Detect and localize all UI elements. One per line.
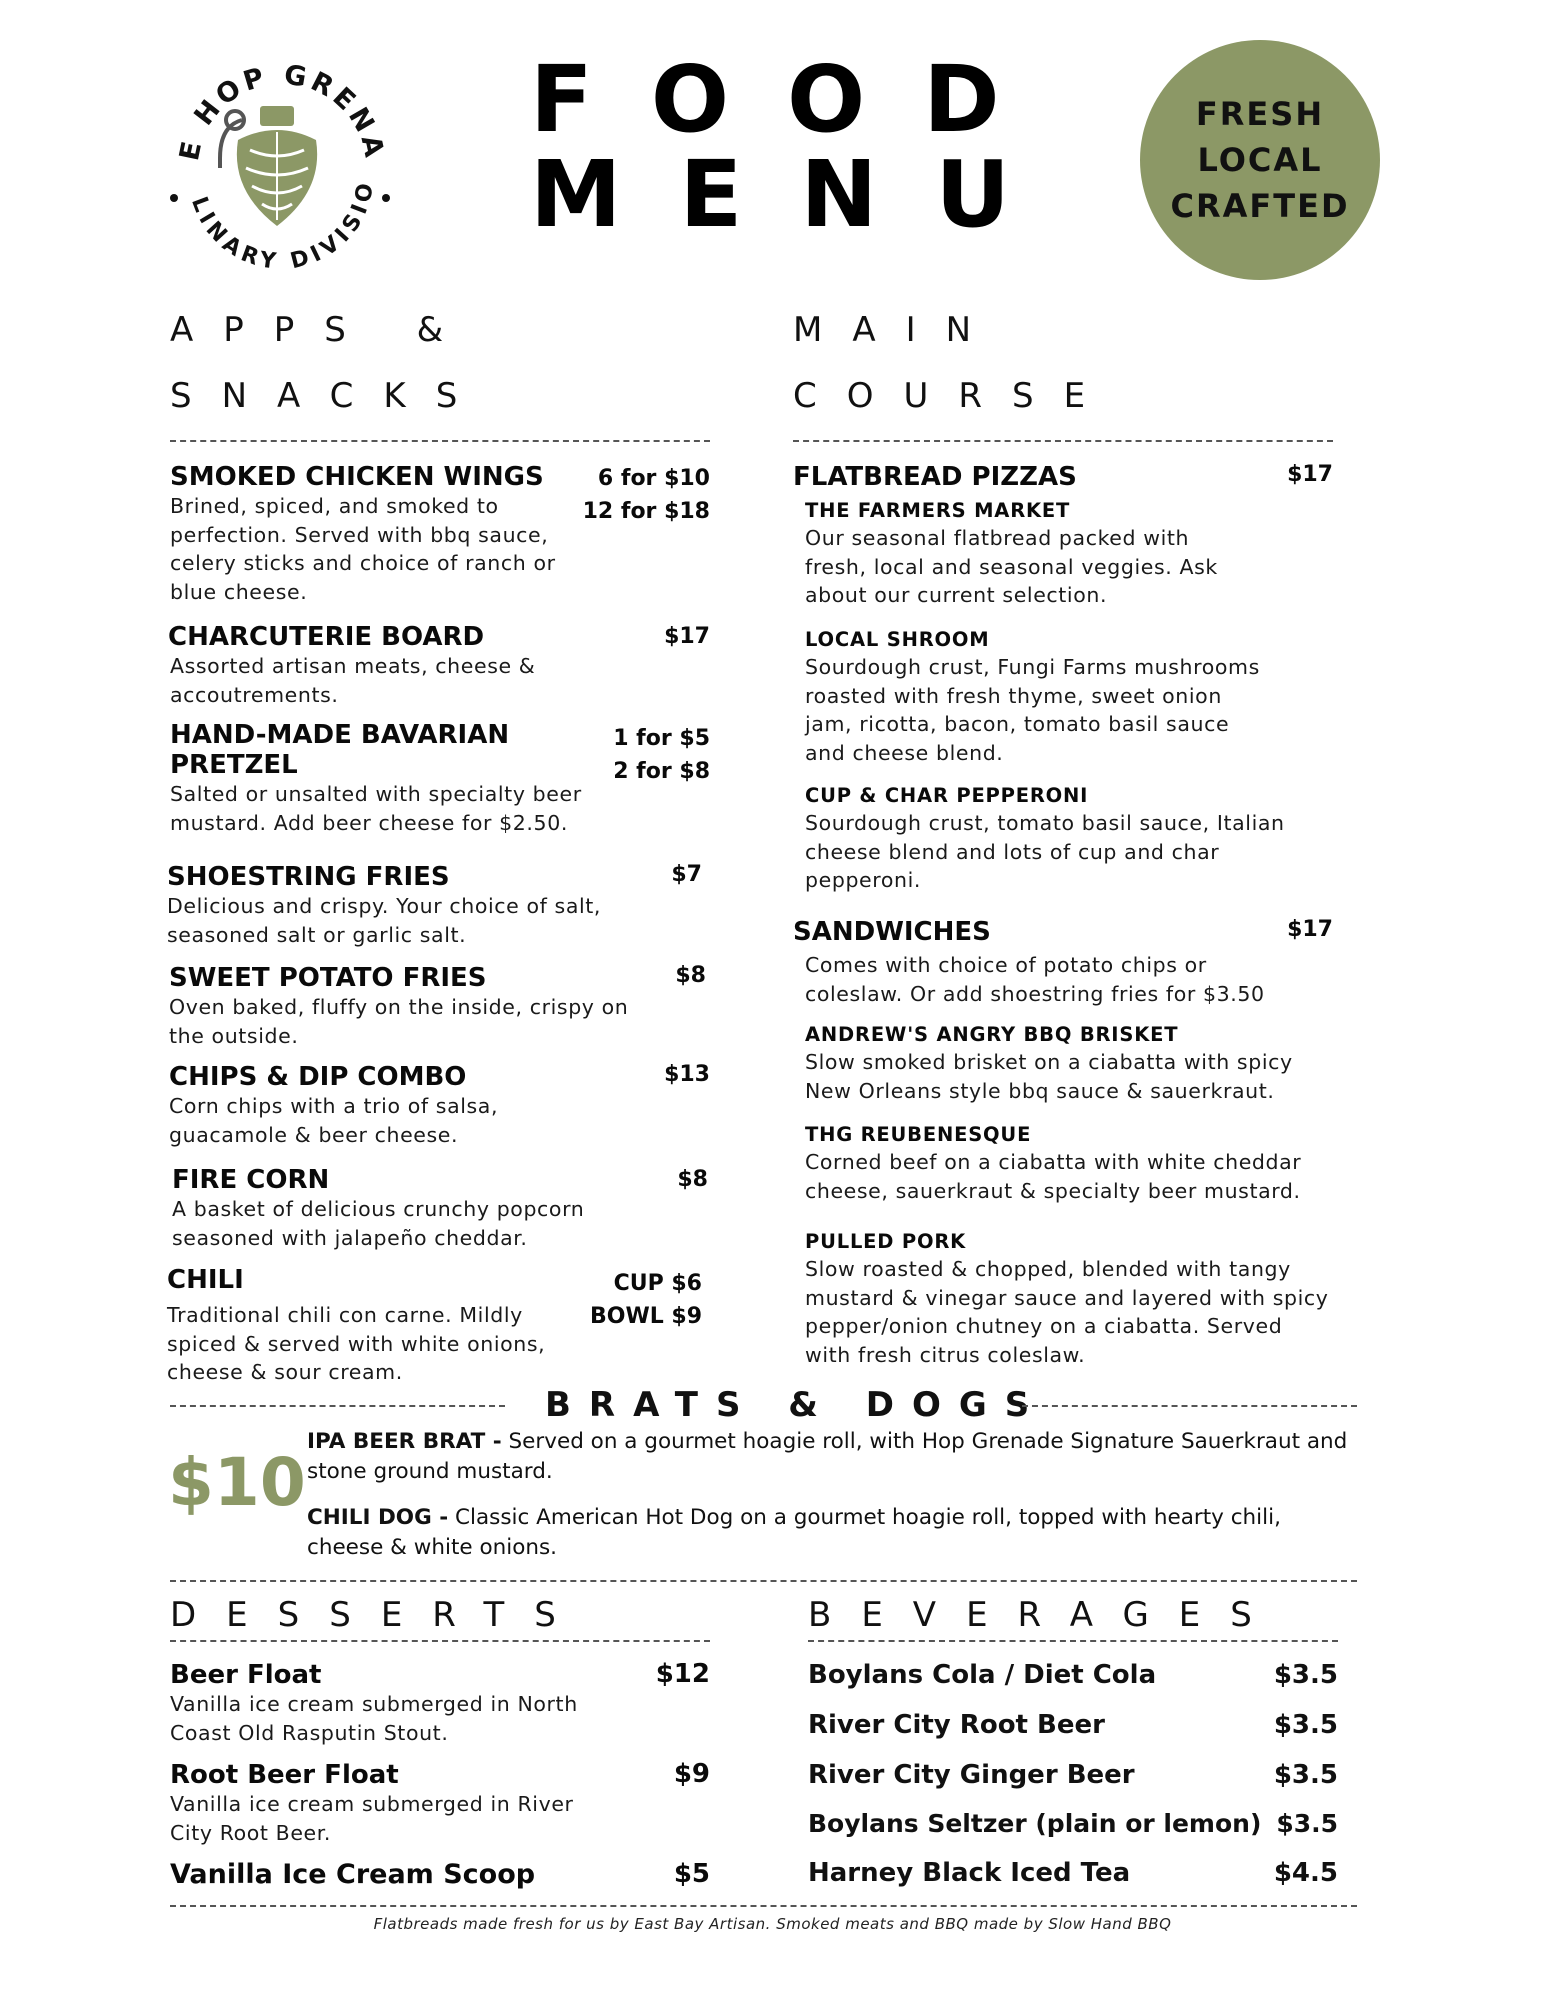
beverage-name: Boylans Cola / Diet Cola	[808, 1660, 1157, 1690]
beverage-item-boylans-cola	[808, 1660, 1338, 1704]
sub-item-name: THG REUBENESQUE	[805, 1123, 1032, 1146]
item-price: $8	[675, 963, 706, 988]
menu-item-bavarian-pretzel	[170, 720, 710, 837]
sub-item-name: ANDREW'S ANGRY BBQ BRISKET	[805, 1023, 1179, 1046]
item-name: CHIPS & DIP COMBO	[169, 1062, 467, 1092]
sub-item-farmers-market	[805, 497, 1285, 610]
beverage-name: Harney Black Iced Tea	[808, 1858, 1131, 1888]
brats-title: BRATS & DOGS	[545, 1385, 1048, 1425]
brat-item-description: Classic American Hot Dog on a gourmet hoagie roll, topped with hearty chili, cheese & white onions.	[307, 1505, 1281, 1560]
menu-item-chips-dip-combo	[169, 1062, 710, 1149]
beverage-price: $3.5	[1273, 1710, 1338, 1740]
brat-item-name: IPA BEER BRAT -	[307, 1429, 502, 1454]
hop-grenade-icon	[220, 106, 317, 226]
sub-item-name: LOCAL SHROOM	[805, 628, 990, 651]
item-name: Vanilla Ice Cream Scoop	[170, 1859, 536, 1890]
main-title-line1: MAIN	[793, 310, 1002, 350]
badge-line2: LOCAL	[1197, 141, 1323, 179]
sub-item-angry-bbq-brisket	[805, 1021, 1345, 1105]
item-price: 1 for $5 2 for $8	[613, 726, 710, 784]
brat-item-chili-dog	[307, 1503, 1357, 1563]
item-description: Assorted artisan meats, cheese & accoutrements.	[170, 654, 536, 707]
beverage-price: $4.5	[1273, 1858, 1338, 1888]
beverage-item-river-city-ginger-beer	[808, 1760, 1338, 1804]
sub-item-pulled-pork	[805, 1228, 1340, 1369]
item-description: Vanilla ice cream submerged in North Coast Old Rasputin Stout.	[170, 1692, 578, 1745]
sub-item-description: Sourdough crust, Fungi Farms mushrooms roasted with fresh thyme, sweet onion jam, ricotta, bacon, tomato basil sauce and cheese blend.	[805, 655, 1260, 765]
menu-item-sandwiches	[793, 917, 1333, 1008]
brat-item-ipa-beer-brat	[307, 1427, 1357, 1487]
footer-divider	[170, 1905, 1357, 1907]
item-price: CUP $6 BOWL $9	[589, 1271, 702, 1329]
item-price: $17	[664, 624, 710, 649]
item-description: Brined, spiced, and smoked to perfection. Served with bbq sauce, celery sticks and choice of ranch or blue cheese.	[170, 494, 556, 604]
brat-item-description: Served on a gourmet hoagie roll, with Hop Grenade Signature Sauerkraut and stone ground mustard.	[307, 1429, 1348, 1484]
item-price: $13	[664, 1062, 710, 1087]
beverage-price: $3.5	[1273, 1760, 1338, 1790]
logo-top-text: E HOP GRENA	[173, 59, 391, 164]
brats-price: $10	[168, 1444, 306, 1521]
sub-item-local-shroom	[805, 626, 1285, 767]
item-price: $5	[673, 1859, 710, 1889]
sub-item-description: Our seasonal flatbread packed with fresh, local and seasonal veggies. Ask about our current selection.	[805, 526, 1218, 607]
beverage-item-boylans-seltzer	[808, 1809, 1338, 1853]
item-name: Root Beer Float	[170, 1760, 399, 1790]
logo-bottom-text: LINARY DIVISIO	[186, 176, 380, 276]
item-name: SANDWICHES	[793, 917, 991, 947]
apps-divider	[170, 440, 710, 442]
menu-title-line2: MENU	[530, 141, 1069, 248]
beverage-item-river-city-root-beer	[808, 1710, 1338, 1754]
sub-item-description: Slow smoked brisket on a ciabatta with spicy New Orleans style bbq sauce & sauerkraut.	[805, 1050, 1293, 1103]
item-price: $9	[673, 1759, 710, 1789]
item-description: Vanilla ice cream submerged in River City Root Beer.	[170, 1792, 574, 1845]
item-name: CHARCUTERIE BOARD	[168, 622, 485, 652]
item-price: 6 for $10 12 for $18	[582, 466, 710, 524]
item-name: CHILI	[167, 1265, 244, 1295]
beverage-name: River City Ginger Beer	[808, 1760, 1135, 1790]
sub-item-description: Sourdough crust, tomato basil sauce, Italian cheese blend and lots of cup and char pepperoni.	[805, 811, 1285, 892]
beverages-divider	[808, 1640, 1338, 1642]
item-description: Comes with choice of potato chips or coleslaw. Or add shoestring fries for $3.50	[805, 953, 1265, 1006]
badge-line3: CRAFTED	[1170, 187, 1350, 225]
menu-item-flatbread-pizzas	[793, 462, 1333, 492]
brat-item-name: CHILI DOG -	[307, 1505, 449, 1530]
desserts-divider	[170, 1640, 710, 1642]
beverage-item-harney-black-iced-tea	[808, 1858, 1338, 1902]
item-price: $17	[1287, 462, 1333, 487]
item-price: $7	[671, 862, 702, 887]
footer-note: Flatbreads made fresh for us by East Bay Artisan. Smoked meats and BBQ made by Slow Hand BBQ	[373, 1915, 1172, 1933]
sub-item-name: CUP & CHAR PEPPERONI	[805, 784, 1089, 807]
main-divider	[793, 440, 1333, 442]
logo	[160, 40, 400, 280]
item-name: SHOESTRING FRIES	[167, 862, 450, 892]
item-name: SMOKED CHICKEN WINGS	[170, 462, 544, 492]
sub-item-name: THE FARMERS MARKET	[805, 499, 1071, 522]
main-title-line2: COURSE	[793, 376, 1116, 416]
item-name: FLATBREAD PIZZAS	[793, 462, 1077, 492]
fresh-local-crafted-badge	[1140, 40, 1380, 280]
dessert-item-beer-float	[170, 1660, 710, 1747]
menu-title-line1: FOOD	[530, 46, 1058, 153]
brats-divider-right	[1022, 1405, 1357, 1407]
beverages-title: BEVERAGES	[808, 1595, 1282, 1635]
dessert-item-vanilla-ice-cream-scoop	[170, 1860, 710, 1890]
item-description: Oven baked, fluffy on the inside, crispy on the outside.	[169, 995, 629, 1048]
item-description: Salted or unsalted with specialty beer mustard. Add beer cheese for $2.50.	[170, 782, 582, 835]
item-description: Traditional chili con carne. Mildly spiced & served with white onions, cheese & sour cream.	[167, 1303, 546, 1384]
menu-item-shoestring-fries	[167, 862, 710, 949]
dessert-item-root-beer-float	[170, 1760, 710, 1847]
menu-item-fire-corn	[172, 1165, 710, 1252]
sub-item-description: Slow roasted & chopped, blended with tangy mustard & vinegar sauce and layered with spicy pepper/onion chutney on a ciabatta. Served with fresh citrus coleslaw.	[805, 1257, 1329, 1367]
item-name: SWEET POTATO FRIES	[169, 963, 487, 993]
menu-item-charcuterie-board	[168, 622, 710, 709]
sub-item-description: Corned beef on a ciabatta with white cheddar cheese, sauerkraut & specialty beer mustard.	[805, 1150, 1302, 1203]
item-description: A basket of delicious crunchy popcorn seasoned with jalapeño cheddar.	[172, 1197, 585, 1250]
item-price: $8	[677, 1167, 708, 1192]
sub-item-thg-reubenesque	[805, 1121, 1350, 1205]
sub-item-cup-char-pepperoni	[805, 782, 1305, 895]
item-name: Beer Float	[170, 1660, 322, 1690]
badge-line1: FRESH	[1195, 95, 1325, 133]
beverage-price: $3.5	[1276, 1809, 1338, 1838]
beverage-name: River City Root Beer	[808, 1710, 1105, 1740]
beverage-name: Boylans Seltzer (plain or lemon)	[808, 1809, 1262, 1838]
item-price: $12	[655, 1659, 710, 1689]
beverage-price: $3.5	[1273, 1660, 1338, 1690]
item-description: Delicious and crispy. Your choice of salt, seasoned salt or garlic salt.	[167, 894, 602, 947]
menu-item-chili	[167, 1265, 710, 1387]
desserts-title: DESSERTS	[170, 1595, 586, 1635]
item-name: HAND-MADE BAVARIAN PRETZEL	[170, 720, 510, 780]
menu-item-smoked-chicken-wings	[170, 462, 710, 606]
sub-item-name: PULLED PORK	[805, 1230, 967, 1253]
apps-title-line2: SNACKS	[170, 376, 488, 416]
menu-item-sweet-potato-fries	[169, 963, 710, 1050]
item-name: FIRE CORN	[172, 1165, 330, 1195]
brats-divider-left	[170, 1405, 505, 1407]
item-price: $17	[1287, 917, 1333, 942]
item-description: Corn chips with a trio of salsa, guacamole & beer cheese.	[169, 1094, 499, 1147]
apps-title-line1: APPS &	[170, 310, 474, 350]
